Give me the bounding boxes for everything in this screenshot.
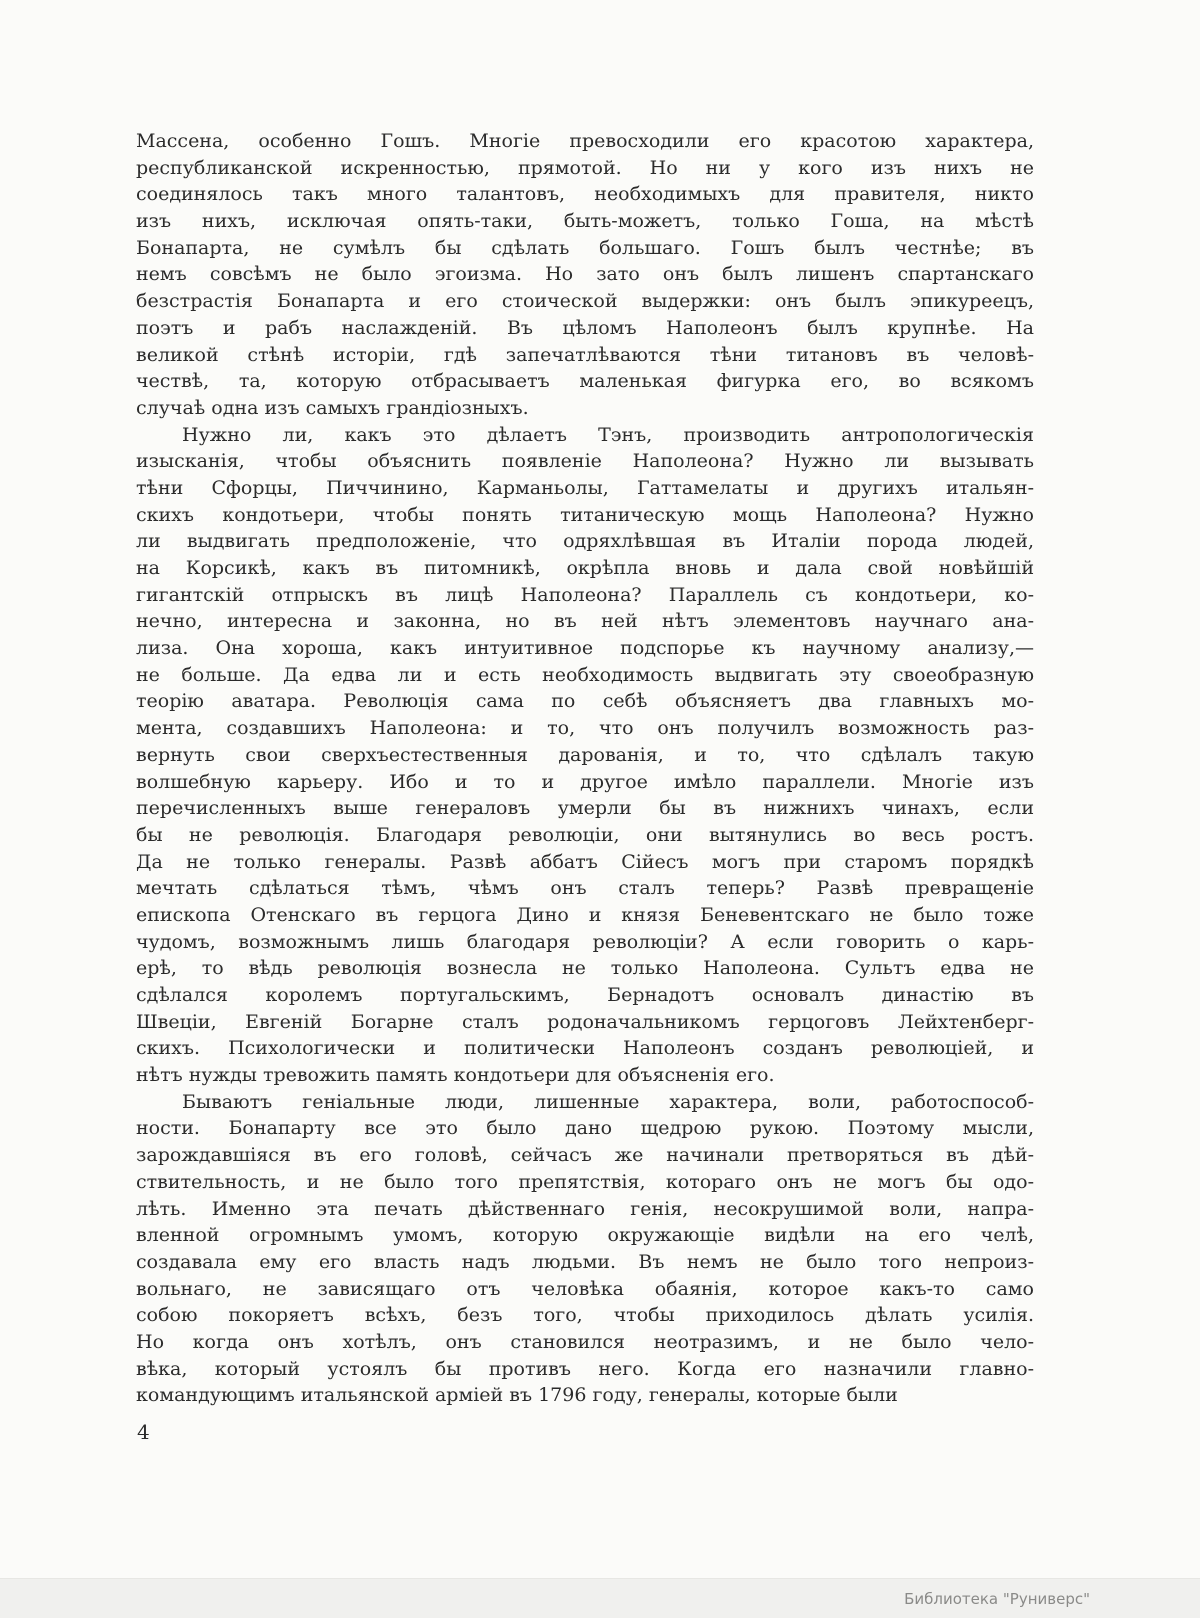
text-line: ерѣ, то вѣдь революція вознесла не только Наполеона. Сультъ едва не <box>136 957 1034 980</box>
text-line: скихъ. Психологически и политически Наполеонъ созданъ революціей, и <box>136 1037 1034 1060</box>
text-line: Бываютъ геніальные люди, лишенные характера, воли, работоспособ- <box>182 1090 1034 1113</box>
text-line: скихъ кондотьери, чтобы понять титаническую мощь Наполеона? Нужно <box>136 503 1034 526</box>
text-line: сдѣлался королемъ португальскимъ, Бернадотъ основалъ династію въ <box>136 984 1034 1006</box>
text-line: Массена, особенно Гошъ. Многіе превосходили его красотою характера, <box>136 130 1034 152</box>
paragraph <box>136 128 1034 422</box>
text-line: не больше. Да едва ли и есть необходимость выдвигать эту своеобразную <box>136 663 1034 686</box>
watermark-bar <box>0 1578 1200 1618</box>
text-line: ствительность, и не было того препятствія, котораго онъ не могъ бы одо- <box>136 1170 1034 1193</box>
text-line: ности. Бонапарту все это было дано щедрою рукою. Поэтому мысли, <box>136 1117 1034 1140</box>
text-line: поэтъ и рабъ наслажденій. Въ цѣломъ Наполеонъ былъ крупнѣе. На <box>136 316 1034 339</box>
text-line: изысканія, чтобы объяснить появленіе Наполеона? Нужно ли вызывать <box>136 450 1034 473</box>
text-line: ли выдвигать предположеніе, что одряхлѣвшая въ Италіи порода людей, <box>136 530 1034 553</box>
text-line: мечтать сдѣлаться тѣмъ, чѣмъ онъ сталъ теперь? Развѣ превращеніе <box>136 877 1034 900</box>
text-line: немъ совсѣмъ не было эгоизма. Но зато онъ былъ лишенъ спартанскаго <box>136 263 1034 286</box>
text-line: лиза. Она хороша, какъ интуитивное подспорье къ научному анализу,— <box>136 637 1034 660</box>
text-line: безстрастія Бонапарта и его стоической выдержки: онъ былъ эпикуреецъ, <box>136 290 1034 313</box>
paragraph <box>136 1089 1034 1409</box>
text-line: собою покоряетъ всѣхъ, безъ того, чтобы приходилось дѣлать усилія. <box>136 1304 1034 1327</box>
text-line: нѣтъ нужды тревожить память кондотьери для объясненія его. <box>136 1064 775 1087</box>
text-line: соединялось такъ много талантовъ, необходимыхъ для правителя, никто <box>136 183 1034 206</box>
text-line: мента, создавшихъ Наполеона: и то, что онъ получилъ возможность раз- <box>136 717 1034 740</box>
text-line: Бонапарта, не сумѣлъ бы сдѣлать большаго. Гошъ былъ честнѣе; въ <box>136 236 1034 259</box>
text-line: изъ нихъ, исключая опять-таки, быть-можетъ, только Гоша, на мѣстѣ <box>136 210 1034 233</box>
text-line: Да не только генералы. Развѣ аббатъ Сійесъ могъ при старомъ порядкѣ <box>136 850 1034 873</box>
text-line: создавала ему его власть надъ людьми. Въ немъ не было того непроиз- <box>136 1250 1034 1273</box>
text-line: теорію аватара. Революція сама по себѣ объясняетъ два главныхъ мо- <box>136 690 1034 713</box>
text-line: Но когда онъ хотѣлъ, онъ становился неотразимъ, и не было чело- <box>136 1330 1034 1353</box>
text-line: тѣни Сфорцы, Пиччинино, Карманьолы, Гаттамелаты и другихъ итальян- <box>136 476 1034 499</box>
text-line: лѣть. Именно эта печать дѣйственнаго генія, несокрушимой воли, напра- <box>136 1197 1034 1220</box>
page-number: 4 <box>137 1420 150 1444</box>
text-line: великой стѣнѣ исторіи, гдѣ запечатлѣваются тѣни титановъ въ человѣ- <box>136 343 1034 366</box>
text-line: республиканской искренностью, прямотой. Но ни у кого изъ нихъ не <box>136 156 1034 179</box>
text-line: волшебную карьеру. Ибо и то и другое имѣло параллели. Многіе изъ <box>136 770 1034 793</box>
text-line: гигантскій отпрыскъ въ лицѣ Наполеона? Параллель съ кондотьери, ко- <box>136 583 1034 606</box>
text-line: случаѣ одна изъ самыхъ грандіозныхъ. <box>136 396 529 419</box>
text-line: командующимъ итальянской арміей въ 1796 году, генералы, которые были <box>136 1384 898 1407</box>
text-line: вернуть свои сверхъестественныя дарованія, и то, что сдѣлалъ такую <box>136 743 1034 766</box>
text-line: вленной огромнымъ умомъ, которую окружающіе видѣли на его челѣ, <box>136 1224 1034 1247</box>
text-line: зарождавшіяся въ его головѣ, сейчасъ же начинали претворяться въ дѣй- <box>136 1144 1034 1167</box>
text-line: Швеціи, Евгеній Богарне сталъ родоначальникомъ герцоговъ Лейхтенберг- <box>136 1010 1034 1033</box>
watermark-text: Библиотека "Руниверс" <box>904 1589 1090 1608</box>
text-line: на Корсикѣ, какъ въ питомникѣ, окрѣпла вновь и дала свой новѣйшій <box>136 557 1034 579</box>
text-line: чудомъ, возможнымъ лишь благодаря революціи? А если говорить о карь- <box>136 930 1034 953</box>
text-line: Нужно ли, какъ это дѣлаетъ Тэнъ, производить антропологическія <box>182 423 1034 446</box>
text-line: вольнаго, не зависящаго отъ человѣка обаянія, которое какъ-то само <box>136 1277 1034 1300</box>
page-text <box>136 128 1034 1409</box>
paragraph <box>136 422 1034 1089</box>
text-line: епископа Отенскаго въ герцога Дино и князя Беневентскаго не было тоже <box>136 903 1034 926</box>
text-line: чествѣ, та, которую отбрасываетъ маленькая фигурка его, во всякомъ <box>136 370 1034 393</box>
text-line: бы не революція. Благодаря революціи, они вытянулись во весь ростъ. <box>136 823 1034 846</box>
text-line: нечно, интересна и законна, но въ ней нѣтъ элементовъ научнаго ана- <box>136 610 1034 633</box>
text-line: вѣка, который устоялъ бы противъ него. Когда его назначили главно- <box>136 1357 1034 1380</box>
text-line: перечисленныхъ выше генераловъ умерли бы въ нижнихъ чинахъ, если <box>136 797 1034 820</box>
